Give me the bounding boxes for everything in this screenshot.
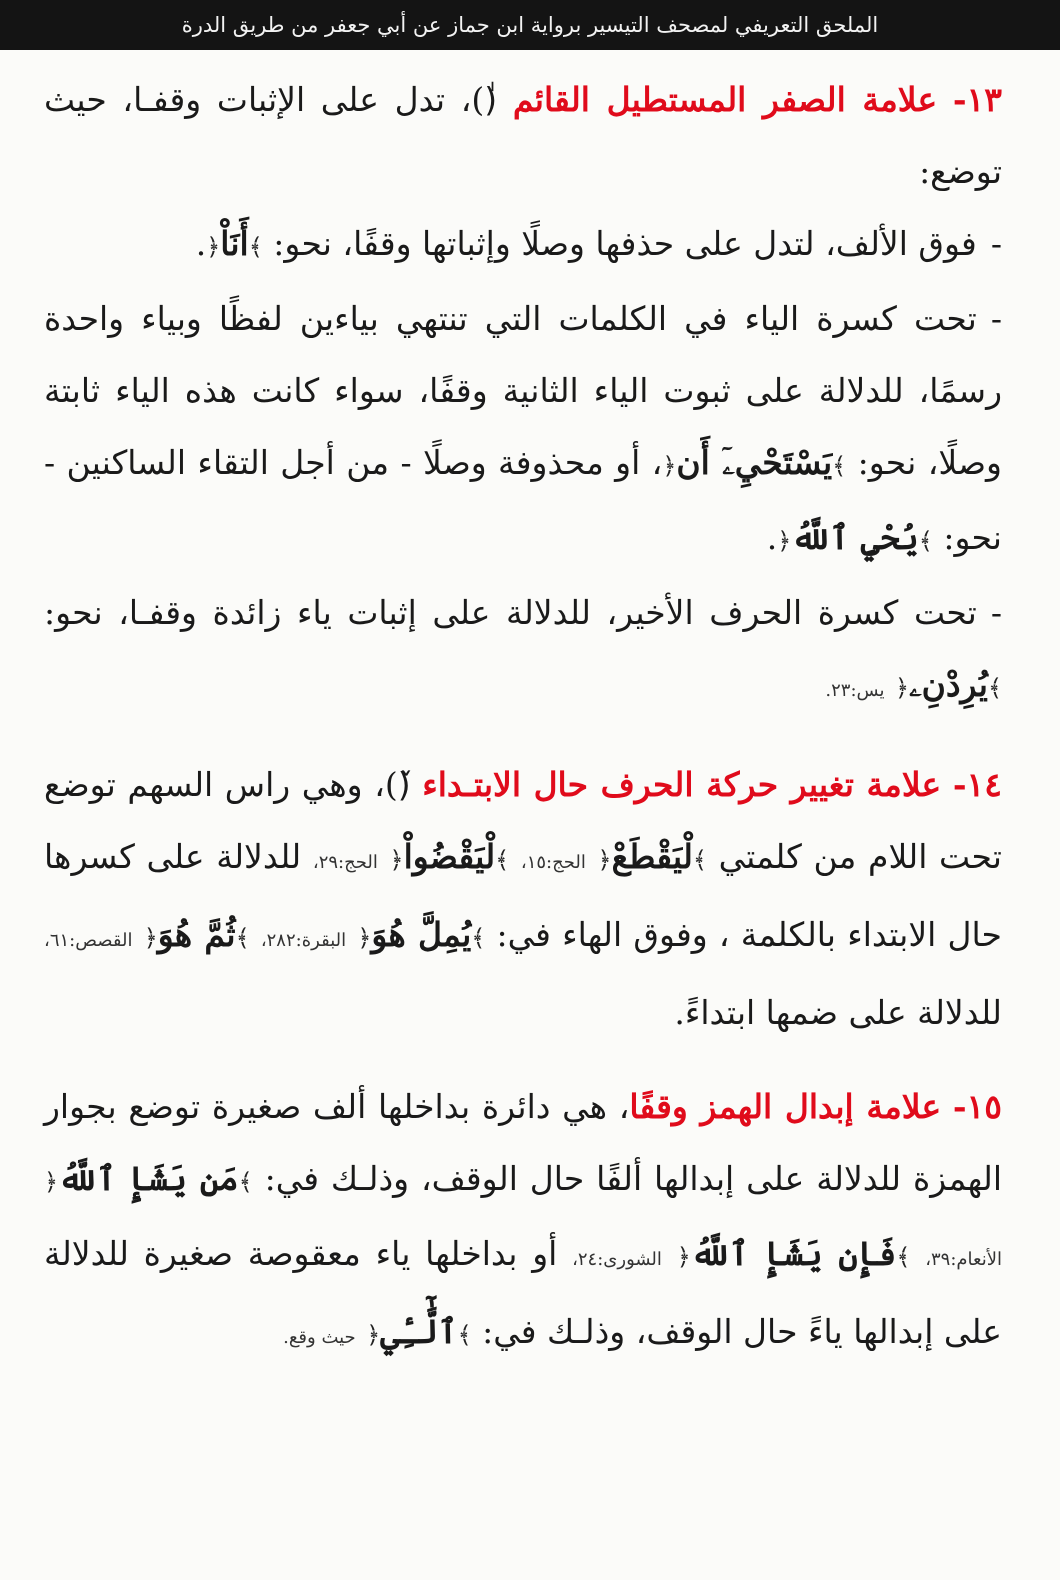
section-13-intro: ، تدل على الإثبات وقفـا، حيث توضع: (44, 80, 1002, 191)
section-13-number: ١٣- (952, 80, 1002, 119)
section-15 (44, 1071, 1002, 1374)
quran-word (206, 224, 263, 263)
ornament-close: ﴿ (895, 674, 910, 702)
quran-word-text: أَنَاْ (220, 224, 249, 263)
ornament-close: ﴿ (662, 452, 677, 480)
ornament-open: ﴾ (692, 846, 707, 874)
ornament-open: ﴾ (832, 452, 847, 480)
quran-word-text: يُمِلَّ هُوَ (371, 915, 472, 954)
quran-word-text: مَن يَشَإِ ٱللَّهُ (58, 1159, 239, 1198)
quran-word (357, 915, 485, 954)
bullet-1: -فوق الألف، لتدل على حذفها وصلًا وإثباتها وقفًا، نحو: ﴾أَنَاْ﴿. (195, 224, 1002, 263)
section-15-title: علامة إبدال الهمز وقفًا (629, 1087, 942, 1126)
section-14-text-2: للدلالة على كسرها حال الابتداء بالكلمة ، وفوق الهاء في: (44, 837, 1002, 954)
quran-word (44, 1159, 253, 1198)
section-15-number: ١٥- (952, 1087, 1002, 1126)
verse-reference: الأنعام:٣٩، (925, 1249, 1002, 1270)
ornament-close: ﴿ (777, 527, 792, 555)
ornament-open: ﴾ (248, 233, 263, 261)
bullet-3 (44, 577, 1002, 727)
section-13 (44, 64, 1002, 727)
page-header (0, 0, 1060, 50)
bullet-2-text-cont: ، أو محذوفة وصلًا - من أجل التقاء الساكنين - نحو: (44, 443, 1002, 557)
quran-word-text: فَإِن يَشَإِ ٱللَّهُ (690, 1234, 897, 1273)
quran-word (895, 665, 1002, 704)
ornament-open: ﴾ (238, 1168, 253, 1196)
section-14-text-1: ، وهي راس السهم توضع تحت اللام من كلمتي (44, 765, 1002, 876)
ornament-open: ﴾ (235, 924, 250, 952)
quran-word (777, 518, 933, 557)
ornament-close: ﴿ (206, 233, 221, 261)
ornament-close: ﴿ (389, 846, 404, 874)
ornament-close: ﴿ (143, 924, 158, 952)
section-14-text-3: للدلالة على ضمها ابتداءً. (674, 993, 1002, 1032)
verse-reference: الحج:١٥، (520, 852, 586, 873)
verse-reference: البقرة:٢٨٢، (260, 930, 347, 951)
quran-word-text: يُحْيِ ٱللَّهُ (791, 518, 919, 557)
quran-word-text: ٱلَّٰٓـِٔي (380, 1312, 458, 1351)
ornament-open: ﴾ (495, 846, 510, 874)
quran-word (677, 1234, 911, 1273)
section-14 (44, 749, 1002, 1049)
ornament-open: ﴾ (457, 1321, 472, 1349)
quran-word (662, 443, 846, 482)
quran-word (366, 1312, 471, 1351)
quran-word-text: لْيَقْضُواْ (403, 837, 496, 876)
verse-reference: الشورى:٢٤، (572, 1249, 662, 1270)
quran-word-text: يَسْتَحْيِۦٓ أَن (676, 443, 833, 482)
ornament-open: ﴾ (918, 527, 933, 555)
ornament-open: ﴾ (896, 1243, 911, 1271)
section-14-symbol: (ٚ) (384, 765, 411, 804)
quran-word-text: يُرِدْنِۦ (909, 665, 988, 704)
page-body (0, 50, 1060, 1374)
quran-word (390, 837, 510, 876)
section-13-title: علامة الصفر المستطيل القائم (512, 80, 938, 119)
ornament-open: ﴾ (987, 674, 1002, 702)
header-title: الملحق التعريفي لمصحف التيسير برواية ابن جماز عن أبي جعفر من طريق الدرة (181, 13, 879, 37)
ornament-close: ﴿ (357, 924, 372, 952)
bullet-3-text: تحت كسرة الحرف الأخير، للدلالة على إثبات ياء زائدة وقفـا، نحو: (44, 593, 977, 632)
section-15-text-2: أو بداخلها ياء معقوصة صغيرة للدلالة على إبدالها ياءً حال الوقف، وذلـك في: (44, 1234, 1002, 1351)
bullet-2-text: تحت كسرة الياء في الكلمات التي تنتهي بياءين لفظًا وبياء واحدة رسمًا، للدلالة على ثبوت الياء الثانية وقفًا، سواء كانت هذه الياء ثابتة وصلًا، نحو: (44, 299, 1002, 482)
bullet-dash: - (990, 224, 1002, 263)
section-14-title: علامة تغيير حركة الحرف حال الابتـداء (422, 765, 942, 804)
quran-word (144, 915, 250, 954)
ornament-close: ﴿ (676, 1243, 691, 1271)
section-15-text-1: ، هي دائرة بداخلها ألف صغيرة توضع بجوار الهمزة للدلالة على إبدالها ألفًا حال الوقف، وذلـك في: (44, 1087, 1003, 1198)
ornament-close: ﴿ (597, 846, 612, 874)
bullet-2: -تحت كسرة الياء في الكلمات التي تنتهي بياءين لفظًا وبياء واحدة رسمًا، للدلالة على ثبوت الياء الثانية وقفًا، سواء كانت هذه الياء ثابتة وصلًا، نحو: ﴾يَسْتَحْيِۦٓ أَن﴿، أو محذوفة وصلًا - من أجل التقاء الساكنين - نحو: ﴾يُحْيِ ٱللَّهُ﴿. (44, 299, 1002, 557)
verse-reference: القصص:٦١، (44, 930, 133, 951)
bullet-dash: - (990, 593, 1002, 632)
quran-word (598, 837, 707, 876)
quran-word-text: لْيَقْطَعْ (611, 837, 693, 876)
ornament-close: ﴿ (44, 1168, 59, 1196)
section-14-number: ١٤- (952, 765, 1002, 804)
ornament-open: ﴾ (471, 924, 486, 952)
verse-reference: الحج:٢٩، (312, 852, 378, 873)
verse-reference: حيث وقع. (283, 1327, 356, 1348)
section-13-symbol: (ٰ) (471, 80, 498, 119)
bullet-dash: - (990, 299, 1002, 338)
bullet-1-text: فوق الألف، لتدل على حذفها وصلًا وإثباتها وقفًا، نحو: (273, 224, 977, 263)
quran-word-text: ثُمَّ هُوَ (157, 915, 236, 954)
ornament-close: ﴿ (366, 1321, 381, 1349)
verse-reference: يس:٢٣. (825, 680, 885, 701)
